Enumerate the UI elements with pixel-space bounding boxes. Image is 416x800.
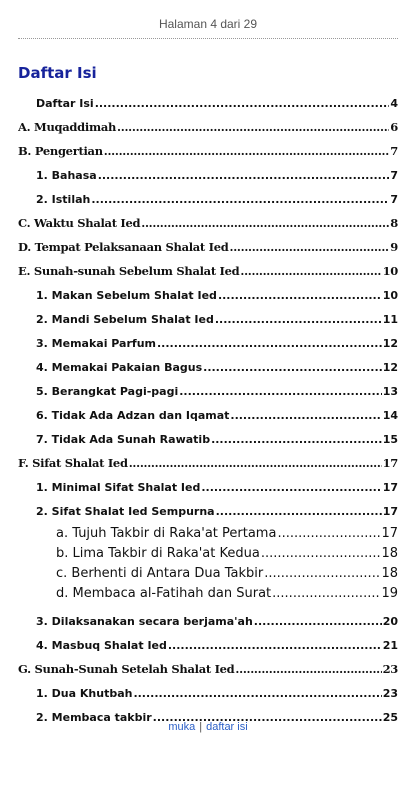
page-number-label: Halaman 4 dari 29 [158,17,258,31]
toc-dot-leader [240,266,381,278]
toc-entry-label: 4. Masbuq Shalat Ied [36,639,167,652]
toc-dot-leader [264,567,380,580]
toc-entry-page: 18 [381,566,398,581]
toc-entry-page: 17 [382,455,398,470]
toc-entry[interactable] [18,162,398,186]
toc-dot-leader [91,194,389,205]
home-link[interactable]: muka [168,721,196,733]
toc-entry-page: 8 [390,215,398,230]
toc-entry[interactable] [18,498,398,522]
toc-dot-leader [277,527,380,540]
toc-entry-label: 3. Memakai Parfum [36,337,156,350]
toc-entry-page: 23 [382,661,398,676]
footer-separator: | [199,721,203,733]
toc-entry-label: 2. Istilah [36,193,91,206]
toc-entry-label: 5. Berangkat Pagi-pagi [36,385,179,398]
toc-entry-label: G. Sunah-Sunah Setelah Shalat Ied [18,661,235,676]
toc-dot-leader [179,386,381,397]
toc-entry-label: B. Pengertian [18,143,103,158]
toc-entry-page: 12 [382,337,398,350]
toc-entry-page: 17 [381,526,398,541]
toc-entry[interactable] [18,186,398,210]
toc-entry-label: 2. Sifat Shalat Ied Sempurna [36,505,215,518]
toc-entry[interactable] [18,522,398,542]
table-of-contents [18,90,398,728]
toc-entry-page: 17 [382,505,398,518]
toc-entry[interactable] [18,632,398,656]
toc-entry-label: c. Berhenti di Antara Dua Takbir [56,566,264,581]
toc-entry-label: E. Sunah-sunah Sebelum Shalat Ied [18,263,240,278]
toc-entry-label: 6. Tidak Ada Adzan dan Iqamat [36,409,230,422]
toc-dot-leader [168,640,382,651]
header-divider [18,38,398,39]
toc-entry[interactable] [18,426,398,450]
toc-entry-page: 17 [382,481,398,494]
toc-entry[interactable] [18,474,398,498]
toc-dot-leader [141,218,389,230]
toc-dot-leader [129,458,382,470]
toc-entry-page: 20 [382,615,398,628]
toc-entry-page: 9 [390,239,398,254]
toc-entry[interactable] [18,258,398,282]
toc-entry-label: 2. Mandi Sebelum Shalat Ied [36,313,214,326]
toc-title: Daftar Isi [18,64,97,82]
toc-entry[interactable] [18,402,398,426]
toc-entry-page: 11 [382,313,398,326]
toc-dot-leader [211,434,382,445]
toc-entry-page: 18 [381,546,398,561]
toc-entry-label: 1. Dua Khutbah [36,687,133,700]
toc-dot-leader [215,314,382,325]
toc-entry-label: 4. Memakai Pakaian Bagus [36,361,203,374]
toc-entry-page: 10 [382,263,398,278]
toc-link[interactable]: daftar isi [206,721,248,733]
toc-entry-page: 25 [382,711,398,724]
toc-entry[interactable] [18,90,398,114]
toc-entry[interactable] [18,306,398,330]
toc-dot-leader [261,547,381,560]
toc-dot-leader [216,506,382,517]
toc-entry-page: 7 [390,169,398,182]
footer-nav [0,721,416,733]
toc-entry-page: 7 [390,193,398,206]
toc-entry-page: 21 [382,639,398,652]
toc-entry-page: 19 [381,586,398,601]
toc-dot-leader [203,362,382,373]
toc-dot-leader [230,242,390,254]
toc-entry-page: 15 [382,433,398,446]
page-header [0,0,416,38]
toc-entry-label: C. Waktu Shalat Ied [18,215,141,230]
toc-entry[interactable] [18,608,398,632]
toc-dot-leader [272,587,380,600]
toc-entry-label: 2. Membaca takbir [36,711,152,724]
toc-entry[interactable] [18,378,398,402]
toc-entry-label: d. Membaca al-Fatihah dan Surat [56,586,272,601]
toc-entry-label: a. Tujuh Takbir di Raka'at Pertama [56,526,277,541]
toc-entry[interactable] [18,114,398,138]
toc-entry[interactable] [18,542,398,562]
toc-dot-leader [104,146,390,158]
toc-entry-label: b. Lima Takbir di Raka'at Kedua [56,546,260,561]
toc-entry[interactable] [18,138,398,162]
toc-entry-page: 23 [382,687,398,700]
toc-entry-page: 13 [382,385,398,398]
toc-entry[interactable] [18,282,398,306]
toc-entry-page: 7 [390,143,398,158]
toc-entry[interactable] [18,582,398,602]
toc-entry-label: F. Sifat Shalat Ied [18,455,128,470]
toc-dot-leader [230,410,381,421]
toc-dot-leader [157,338,382,349]
toc-entry[interactable] [18,330,398,354]
toc-dot-leader [95,98,390,109]
toc-entry-label: A. Muqaddimah [18,119,117,134]
toc-entry-page: 14 [382,409,398,422]
toc-entry-label: D. Tempat Pelaksanaan Shalat Ied [18,239,229,254]
toc-entry[interactable] [18,656,398,680]
toc-dot-leader [254,616,382,627]
toc-entry-label: 1. Bahasa [36,169,97,182]
toc-entry[interactable] [18,234,398,258]
toc-entry-page: 12 [382,361,398,374]
toc-entry-page: 4 [390,97,398,110]
toc-entry[interactable] [18,562,398,582]
toc-entry-page: 10 [382,289,398,302]
toc-entry[interactable] [18,354,398,378]
toc-entry[interactable] [18,680,398,704]
toc-dot-leader [201,482,381,493]
toc-entry[interactable] [18,210,398,234]
toc-dot-leader [117,122,389,134]
toc-entry-label: 1. Minimal Sifat Shalat Ied [36,481,201,494]
toc-dot-leader [218,290,382,301]
toc-entry-page: 6 [390,119,398,134]
toc-entry-label: 7. Tidak Ada Sunah Rawatib [36,433,211,446]
toc-dot-leader [133,688,381,699]
toc-entry-label: Daftar Isi [36,97,94,110]
toc-dot-leader [235,664,381,676]
toc-dot-leader [98,170,390,181]
toc-entry[interactable] [18,450,398,474]
toc-entry-label: 3. Dilaksanakan secara berjama'ah [36,615,253,628]
toc-entry-label: 1. Makan Sebelum Shalat Ied [36,289,217,302]
